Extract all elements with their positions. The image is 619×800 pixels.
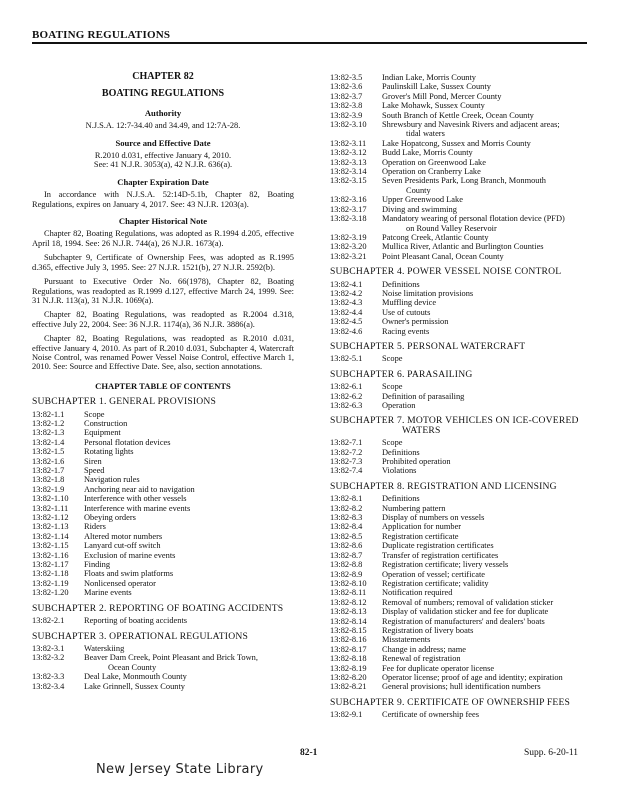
section-number: 13:82-3.14 (330, 167, 367, 177)
toc-entry (330, 317, 592, 326)
section-number: 13:82-1.20 (32, 588, 69, 598)
toc-entry (330, 466, 592, 475)
section-title-continuation: County (406, 185, 431, 195)
section-number: 13:82-3.21 (330, 251, 367, 261)
history-para: Subchapter 9, Certificate of Ownership Fees, was adopted as R.1995 d.365, effective July 3, 1995. See: 27 N.J.R. 1521(b), 27 N.J.R. 2592(b). (32, 253, 294, 272)
chapter-number: CHAPTER 82 (132, 71, 194, 82)
section-number: 13:82-3.15 (330, 176, 367, 186)
toc-entry (32, 410, 294, 419)
section-title: Seven Presidents Park, Long Branch, Monmouth County (378, 176, 592, 195)
toc-entry (32, 560, 294, 569)
toc-entry (32, 551, 294, 560)
toc-entry (330, 158, 592, 167)
section-number: 13:82-1.6 (32, 456, 65, 466)
section-title: Registration of manufacturers' and dealers' boats (382, 616, 545, 626)
section-title: Use of cutouts (382, 307, 431, 317)
section-number: 13:82-8.12 (330, 597, 367, 607)
section-title: Application for number (382, 522, 462, 532)
source-heading: Source and Effective Date (115, 137, 211, 148)
section-title: Upper Greenwood Lake (382, 195, 463, 205)
section-number: 13:82-1.2 (32, 418, 65, 428)
toc-entry (32, 588, 294, 597)
toc-entry (32, 653, 294, 672)
toc-entry (330, 673, 592, 682)
section-number: 13:82-1.15 (32, 541, 69, 551)
section-number: 13:82-8.20 (330, 672, 367, 682)
section-number: 13:82-3.3 (32, 672, 65, 682)
section-list (330, 280, 592, 336)
toc-entry (330, 513, 592, 522)
section-number: 13:82-7.1 (330, 438, 363, 448)
toc-entry (330, 635, 592, 644)
section-title: Equipment (84, 428, 121, 438)
toc-entry (330, 532, 592, 541)
section-title: Beaver Dam Creek, Point Pleasant and Brick Town, Ocean County (80, 653, 294, 672)
toc-entry (330, 242, 592, 251)
toc-entry (32, 644, 294, 653)
subchapter-heading (330, 416, 592, 435)
section-title: Rotating lights (84, 447, 134, 457)
section-title: Obeying orders (84, 513, 136, 523)
section-number: 13:82-4.5 (330, 317, 363, 327)
toc-entry (330, 111, 592, 120)
section-title: South Branch of Kettle Creek, Ocean County (382, 110, 534, 120)
section-number: 13:82-7.4 (330, 466, 363, 476)
section-title: Personal flotation devices (84, 437, 171, 447)
section-number: 13:82-7.2 (330, 447, 363, 457)
section-number: 13:82-5.1 (330, 354, 363, 364)
section-title: Registration certificate; validity (382, 578, 489, 588)
toc-entry (330, 195, 592, 204)
subchapter-heading: SUBCHAPTER 4. POWER VESSEL NOISE CONTROL (330, 266, 562, 278)
section-title: Registration certificate; livery vessels (382, 560, 509, 570)
toc-entry (330, 551, 592, 560)
subchapter-heading: SUBCHAPTER 3. OPERATIONAL REGULATIONS (32, 630, 248, 642)
section-number: 13:82-6.1 (330, 382, 363, 392)
section-number: 13:82-1.11 (32, 503, 69, 513)
section-title: Registration of livery boats (382, 625, 474, 635)
toc-entry (32, 569, 294, 578)
toc-entry (330, 233, 592, 242)
section-number: 13:82-8.1 (330, 494, 363, 504)
section-number: 13:82-8.19 (330, 663, 367, 673)
section-number: 13:82-8.16 (330, 635, 367, 645)
section-title: Operation of vessel; certificate (382, 569, 486, 579)
toc-entry (32, 494, 294, 503)
section-title: Diving and swimming (382, 204, 457, 214)
section-number: 13:82-6.2 (330, 391, 363, 401)
toc-entry (32, 504, 294, 513)
section-number: 13:82-8.4 (330, 522, 363, 532)
section-number: 13:82-1.19 (32, 578, 69, 588)
section-number: 13:82-3.5 (330, 73, 363, 82)
toc-entry (330, 579, 592, 588)
section-title: Operator license; proof of age and identity; expiration (382, 672, 563, 682)
section-title: Notification required (382, 588, 453, 598)
toc-entry (330, 541, 592, 550)
authority-text: N.J.S.A. 12:7-34.40 and 34.49, and 12:7A-28. (85, 121, 241, 131)
section-title: Finding (84, 560, 111, 570)
section-title: Siren (84, 456, 102, 466)
section-title: Exclusion of marine events (84, 550, 176, 560)
toc-entry (330, 382, 592, 391)
section-number: 13:82-3.6 (330, 82, 363, 92)
section-title: Violations (382, 466, 417, 476)
section-list (32, 644, 294, 691)
section-title: Marine events (84, 588, 132, 598)
section-number: 13:82-1.18 (32, 569, 69, 579)
toc-entry (32, 513, 294, 522)
section-number: 13:82-7.3 (330, 457, 363, 467)
subchapter-heading-line-2: WATERS (402, 424, 441, 436)
section-title: Display of numbers on vessels (382, 513, 485, 523)
toc-entry (330, 598, 592, 607)
section-title: Misstatements (382, 635, 431, 645)
section-number: 13:82-8.15 (330, 625, 367, 635)
toc-entry (330, 101, 592, 110)
toc-entry (330, 588, 592, 597)
toc-entry (330, 607, 592, 616)
section-number: 13:82-8.3 (330, 513, 363, 523)
section-title: Construction (84, 418, 128, 428)
section-number: 13:82-8.17 (330, 644, 367, 654)
toc-entry (32, 682, 294, 691)
section-title: Interference with marine events (84, 503, 191, 513)
toc-entry (330, 654, 592, 663)
section-title: Paulinskill Lake, Sussex County (382, 82, 491, 92)
section-list (330, 382, 592, 410)
section-number: 13:82-3.10 (330, 120, 367, 130)
section-number: 13:82-8.21 (330, 682, 367, 692)
header-rule (32, 42, 587, 44)
section-number: 13:82-1.10 (32, 494, 69, 504)
toc-entry (32, 485, 294, 494)
section-number: 13:82-3.2 (32, 653, 65, 663)
toc-entry (330, 570, 592, 579)
section-title-continuation: tidal waters (406, 129, 445, 139)
section-number: 13:82-1.4 (32, 437, 65, 447)
toc-entry (330, 682, 592, 691)
section-number: 13:82-1.16 (32, 550, 69, 560)
page-number: 82-1 (300, 748, 318, 758)
supplement-date: Supp. 6-20-11 (524, 748, 579, 758)
toc-entry (32, 541, 294, 550)
toc-entry (330, 438, 592, 447)
subchapter-heading: SUBCHAPTER 2. REPORTING OF BOATING ACCIDENTS (32, 602, 284, 614)
section-title: Indian Lake, Morris County (382, 73, 476, 82)
section-title: Grover's Mill Pond, Mercer County (382, 91, 502, 101)
section-title: Transfer of registration certificates (382, 550, 499, 560)
toc-entry (330, 710, 592, 719)
toc-entry (330, 73, 592, 82)
toc-entry (32, 522, 294, 531)
section-title: Nonlicensed operator (84, 578, 156, 588)
section-title-continuation: on Round Valley Reservoir (406, 223, 497, 233)
section-number: 13:82-6.3 (330, 401, 363, 410)
section-title: Definition of parasailing (382, 391, 465, 401)
section-number: 13:82-8.5 (330, 531, 363, 541)
toc-entry (330, 252, 592, 261)
section-title: Patcong Creek, Atlantic County (382, 232, 489, 242)
section-number: 13:82-3.4 (32, 681, 65, 691)
section-number: 13:82-4.4 (330, 307, 363, 317)
toc-entry (330, 205, 592, 214)
section-number: 13:82-1.1 (32, 409, 65, 419)
toc-entry (330, 504, 592, 513)
history-heading: Chapter Historical Note (118, 216, 208, 227)
section-number: 13:82-3.19 (330, 232, 367, 242)
section-number: 13:82-8.9 (330, 569, 363, 579)
section-title: Certificate of ownership fees (382, 710, 479, 720)
section-title: Racing events (382, 326, 430, 336)
toc-entry (330, 92, 592, 101)
section-number: 13:82-3.13 (330, 157, 367, 167)
section-title: Floats and swim platforms (84, 569, 174, 579)
section-title: Point Pleasant Canal, Ocean County (382, 251, 504, 261)
section-number: 13:82-4.6 (330, 326, 363, 336)
section-title: Operation (382, 401, 416, 410)
toc-entry (32, 447, 294, 456)
subchapter-heading-line-1: SUBCHAPTER 7. MOTOR VEHICLES ON ICE-COVERED (330, 415, 579, 427)
toc-entry (330, 167, 592, 176)
section-number: 13:82-8.11 (330, 588, 367, 598)
toc-entry (330, 148, 592, 157)
section-number: 13:82-3.12 (330, 148, 367, 158)
section-number: 13:82-8.8 (330, 560, 363, 570)
section-number: 13:82-1.14 (32, 531, 69, 541)
toc-entry (330, 308, 592, 317)
section-title: Renewal of registration (382, 654, 461, 664)
toc-entry (330, 327, 592, 336)
section-number: 13:82-1.13 (32, 522, 69, 532)
section-number: 13:82-3.18 (330, 214, 367, 224)
section-title: Lake Grinnell, Sussex County (84, 681, 185, 691)
section-title: Numbering pattern (382, 503, 446, 513)
section-title: Lake Mohawk, Sussex County (382, 101, 485, 111)
section-number: 13:82-8.7 (330, 550, 363, 560)
section-number: 13:82-3.11 (330, 138, 367, 148)
section-title: Owner's permission (382, 317, 449, 327)
section-number: 13:82-1.7 (32, 466, 65, 475)
section-number: 13:82-4.2 (330, 288, 363, 298)
toc-entry (330, 354, 592, 363)
section-list (330, 710, 592, 719)
section-number: 13:82-3.1 (32, 643, 65, 653)
toc-entry (330, 176, 592, 195)
section-title: Scope (382, 438, 403, 448)
section-title: Duplicate registration certificates (382, 541, 494, 551)
section-title: Lake Hopatcong, Sussex and Morris County (382, 138, 531, 148)
section-title: Removal of numbers; removal of validation sticker (382, 597, 554, 607)
toc-entry (330, 392, 592, 401)
section-title: Anchoring near aid to navigation (84, 484, 195, 494)
section-title: Display of validation sticker and fee for duplicate (382, 607, 549, 617)
expiration-text: In accordance with N.J.S.A. 52:14D-5.1b, Chapter 82, Boating Regulations, expires on January 4, 2017. See: 43 N.J.R. 1203(a). (32, 190, 294, 209)
section-list (32, 410, 294, 598)
section-title: Mandatory wearing of personal flotation device (PFD) on Round Valley Reservoir (378, 214, 592, 233)
section-title: Mullica River, Atlantic and Burlington Counties (382, 242, 544, 252)
section-number: 13:82-3.17 (330, 204, 367, 214)
section-number: 13:82-3.8 (330, 101, 363, 111)
toc-entry (330, 645, 592, 654)
section-number: 13:82-3.7 (330, 91, 363, 101)
section-list (330, 73, 592, 261)
section-title: Speed (84, 466, 105, 475)
toc-entry (330, 617, 592, 626)
section-title: Navigation rules (84, 475, 140, 485)
left-column (32, 72, 294, 691)
expiration-heading: Chapter Expiration Date (117, 176, 209, 187)
section-title: Lanyard cut-off switch (84, 541, 161, 551)
toc-entry (330, 289, 592, 298)
section-title: Noise limitation provisions (382, 288, 474, 298)
section-number: 13:82-1.9 (32, 484, 65, 494)
section-number: 13:82-3.20 (330, 242, 367, 252)
section-number: 13:82-8.10 (330, 578, 367, 588)
section-title: Fee for duplicate operator license (382, 663, 495, 673)
section-title: Change in address; name (382, 644, 466, 654)
section-number: 13:82-8.13 (330, 607, 367, 617)
section-title: Reporting of boating accidents (84, 616, 188, 626)
section-number: 13:82-1.5 (32, 447, 65, 457)
section-title: Riders (84, 522, 106, 532)
section-title: Prohibited operation (382, 457, 451, 467)
toc-entry (330, 120, 592, 139)
subchapter-heading: SUBCHAPTER 6. PARASAILING (330, 368, 473, 380)
toc-entry (32, 616, 294, 625)
toc-entry (330, 82, 592, 91)
subchapter-heading: SUBCHAPTER 5. PERSONAL WATERCRAFT (330, 340, 526, 352)
history-para: Chapter 82, Boating Regulations, was adopted as R.1994 d.205, effective April 18, 1994. See: 26 N.J.R. 744(a), 26 N.J.R. 1673(a). (32, 229, 294, 248)
section-title: Deal Lake, Monmouth County (84, 672, 187, 682)
running-header: BOATING REGULATIONS (32, 29, 171, 41)
toc-entry (330, 214, 592, 233)
history-para: Chapter 82, Boating Regulations, was readopted as R.2010 d.031, effective January 4, 2010. As part of R.2010 d.031, Subchapter 4, Watercraft Noise Control, was renamed Power Vessel Noise Control, effective March 1, 2010. See: Source and Effective Date. See, also, section annotations. (32, 334, 294, 372)
section-number: 13:82-2.1 (32, 616, 65, 626)
right-column (330, 73, 592, 720)
section-list (330, 354, 592, 363)
subchapter-heading: SUBCHAPTER 1. GENERAL PROVISIONS (32, 396, 217, 408)
history-para: Chapter 82, Boating Regulations, was readopted as R.2004 d.318, effective July 22, 2004. See: 36 N.J.R. 1174(a), 36 N.J.R. 3886(a). (32, 310, 294, 329)
section-number: 13:82-8.2 (330, 503, 363, 513)
section-number: 13:82-8.14 (330, 616, 367, 626)
section-number: 13:82-3.16 (330, 195, 367, 205)
section-title: Altered motor numbers (84, 531, 163, 541)
section-title: Operation on Cranberry Lake (382, 167, 481, 177)
toc-entry (32, 428, 294, 437)
toc-entry (330, 522, 592, 531)
toc-entry (330, 448, 592, 457)
section-title: Definitions (382, 494, 420, 504)
toc-entry (330, 664, 592, 673)
toc-entry (330, 626, 592, 635)
section-list (330, 494, 592, 692)
history-para: Pursuant to Executive Order No. 66(1978), Chapter 82, Boating Regulations, was readopted as R.1999 d.127, effective March 24, 1999. See: 31 N.J.R. 113(a), 31 N.J.R. 1069(a). (32, 277, 294, 305)
toc-entry (32, 579, 294, 588)
section-title: Definitions (382, 279, 420, 289)
section-number: 13:82-4.1 (330, 279, 363, 289)
section-title: General provisions; hull identification numbers (382, 682, 541, 692)
toc-entry (330, 494, 592, 503)
toc-title: CHAPTER TABLE OF CONTENTS (95, 380, 231, 391)
section-title: Scope (382, 382, 403, 392)
section-title: Scope (382, 354, 403, 364)
subchapter-heading: SUBCHAPTER 8. REGISTRATION AND LICENSING (330, 480, 557, 492)
toc-entry (32, 532, 294, 541)
section-title: Muffling device (382, 298, 437, 308)
section-title: Operation on Greenwood Lake (382, 157, 486, 167)
library-stamp: New Jersey State Library (96, 762, 264, 777)
section-title: Definitions (382, 447, 420, 457)
section-list (32, 616, 294, 625)
section-number: 13:82-4.3 (330, 298, 363, 308)
subchapter-heading: SUBCHAPTER 9. CERTIFICATE OF OWNERSHIP FEES (330, 696, 571, 708)
section-title: Registration certificate (382, 531, 459, 541)
section-title: Interference with other vessels (84, 494, 187, 504)
section-title: Budd Lake, Morris County (382, 148, 473, 158)
toc-entry (330, 298, 592, 307)
section-number: 13:82-1.8 (32, 475, 65, 485)
toc-entry (32, 672, 294, 681)
chapter-title: BOATING REGULATIONS (101, 88, 225, 100)
toc-entry (32, 466, 294, 475)
source-line-2: See: 41 N.J.R. 3053(a), 42 N.J.R. 636(a). (93, 160, 233, 170)
section-number: 13:82-1.12 (32, 513, 69, 523)
section-title: Shrewsbury and Navesink Rivers and adjacent areas; tidal waters (378, 120, 592, 139)
toc-entry (32, 475, 294, 484)
section-number: 13:82-1.3 (32, 428, 65, 438)
section-list (330, 438, 592, 476)
section-number: 13:82-1.17 (32, 560, 69, 570)
authority-heading: Authority (144, 107, 182, 118)
section-title-continuation: Ocean County (108, 662, 157, 672)
section-title: Scope (84, 409, 105, 419)
section-number: 13:82-3.9 (330, 110, 363, 120)
toc-entry (32, 457, 294, 466)
section-number: 13:82-8.18 (330, 654, 367, 664)
toc-entry (330, 560, 592, 569)
toc-entry (330, 401, 592, 410)
toc-entry (330, 457, 592, 466)
section-number: 13:82-9.1 (330, 710, 363, 720)
toc-entry (32, 419, 294, 428)
toc-entry (330, 139, 592, 148)
toc-entry (330, 280, 592, 289)
toc-entry (32, 438, 294, 447)
source-line-1: R.2010 d.031, effective January 4, 2010. (94, 151, 232, 161)
section-title: Waterskiing (84, 643, 125, 653)
section-number: 13:82-8.6 (330, 541, 363, 551)
